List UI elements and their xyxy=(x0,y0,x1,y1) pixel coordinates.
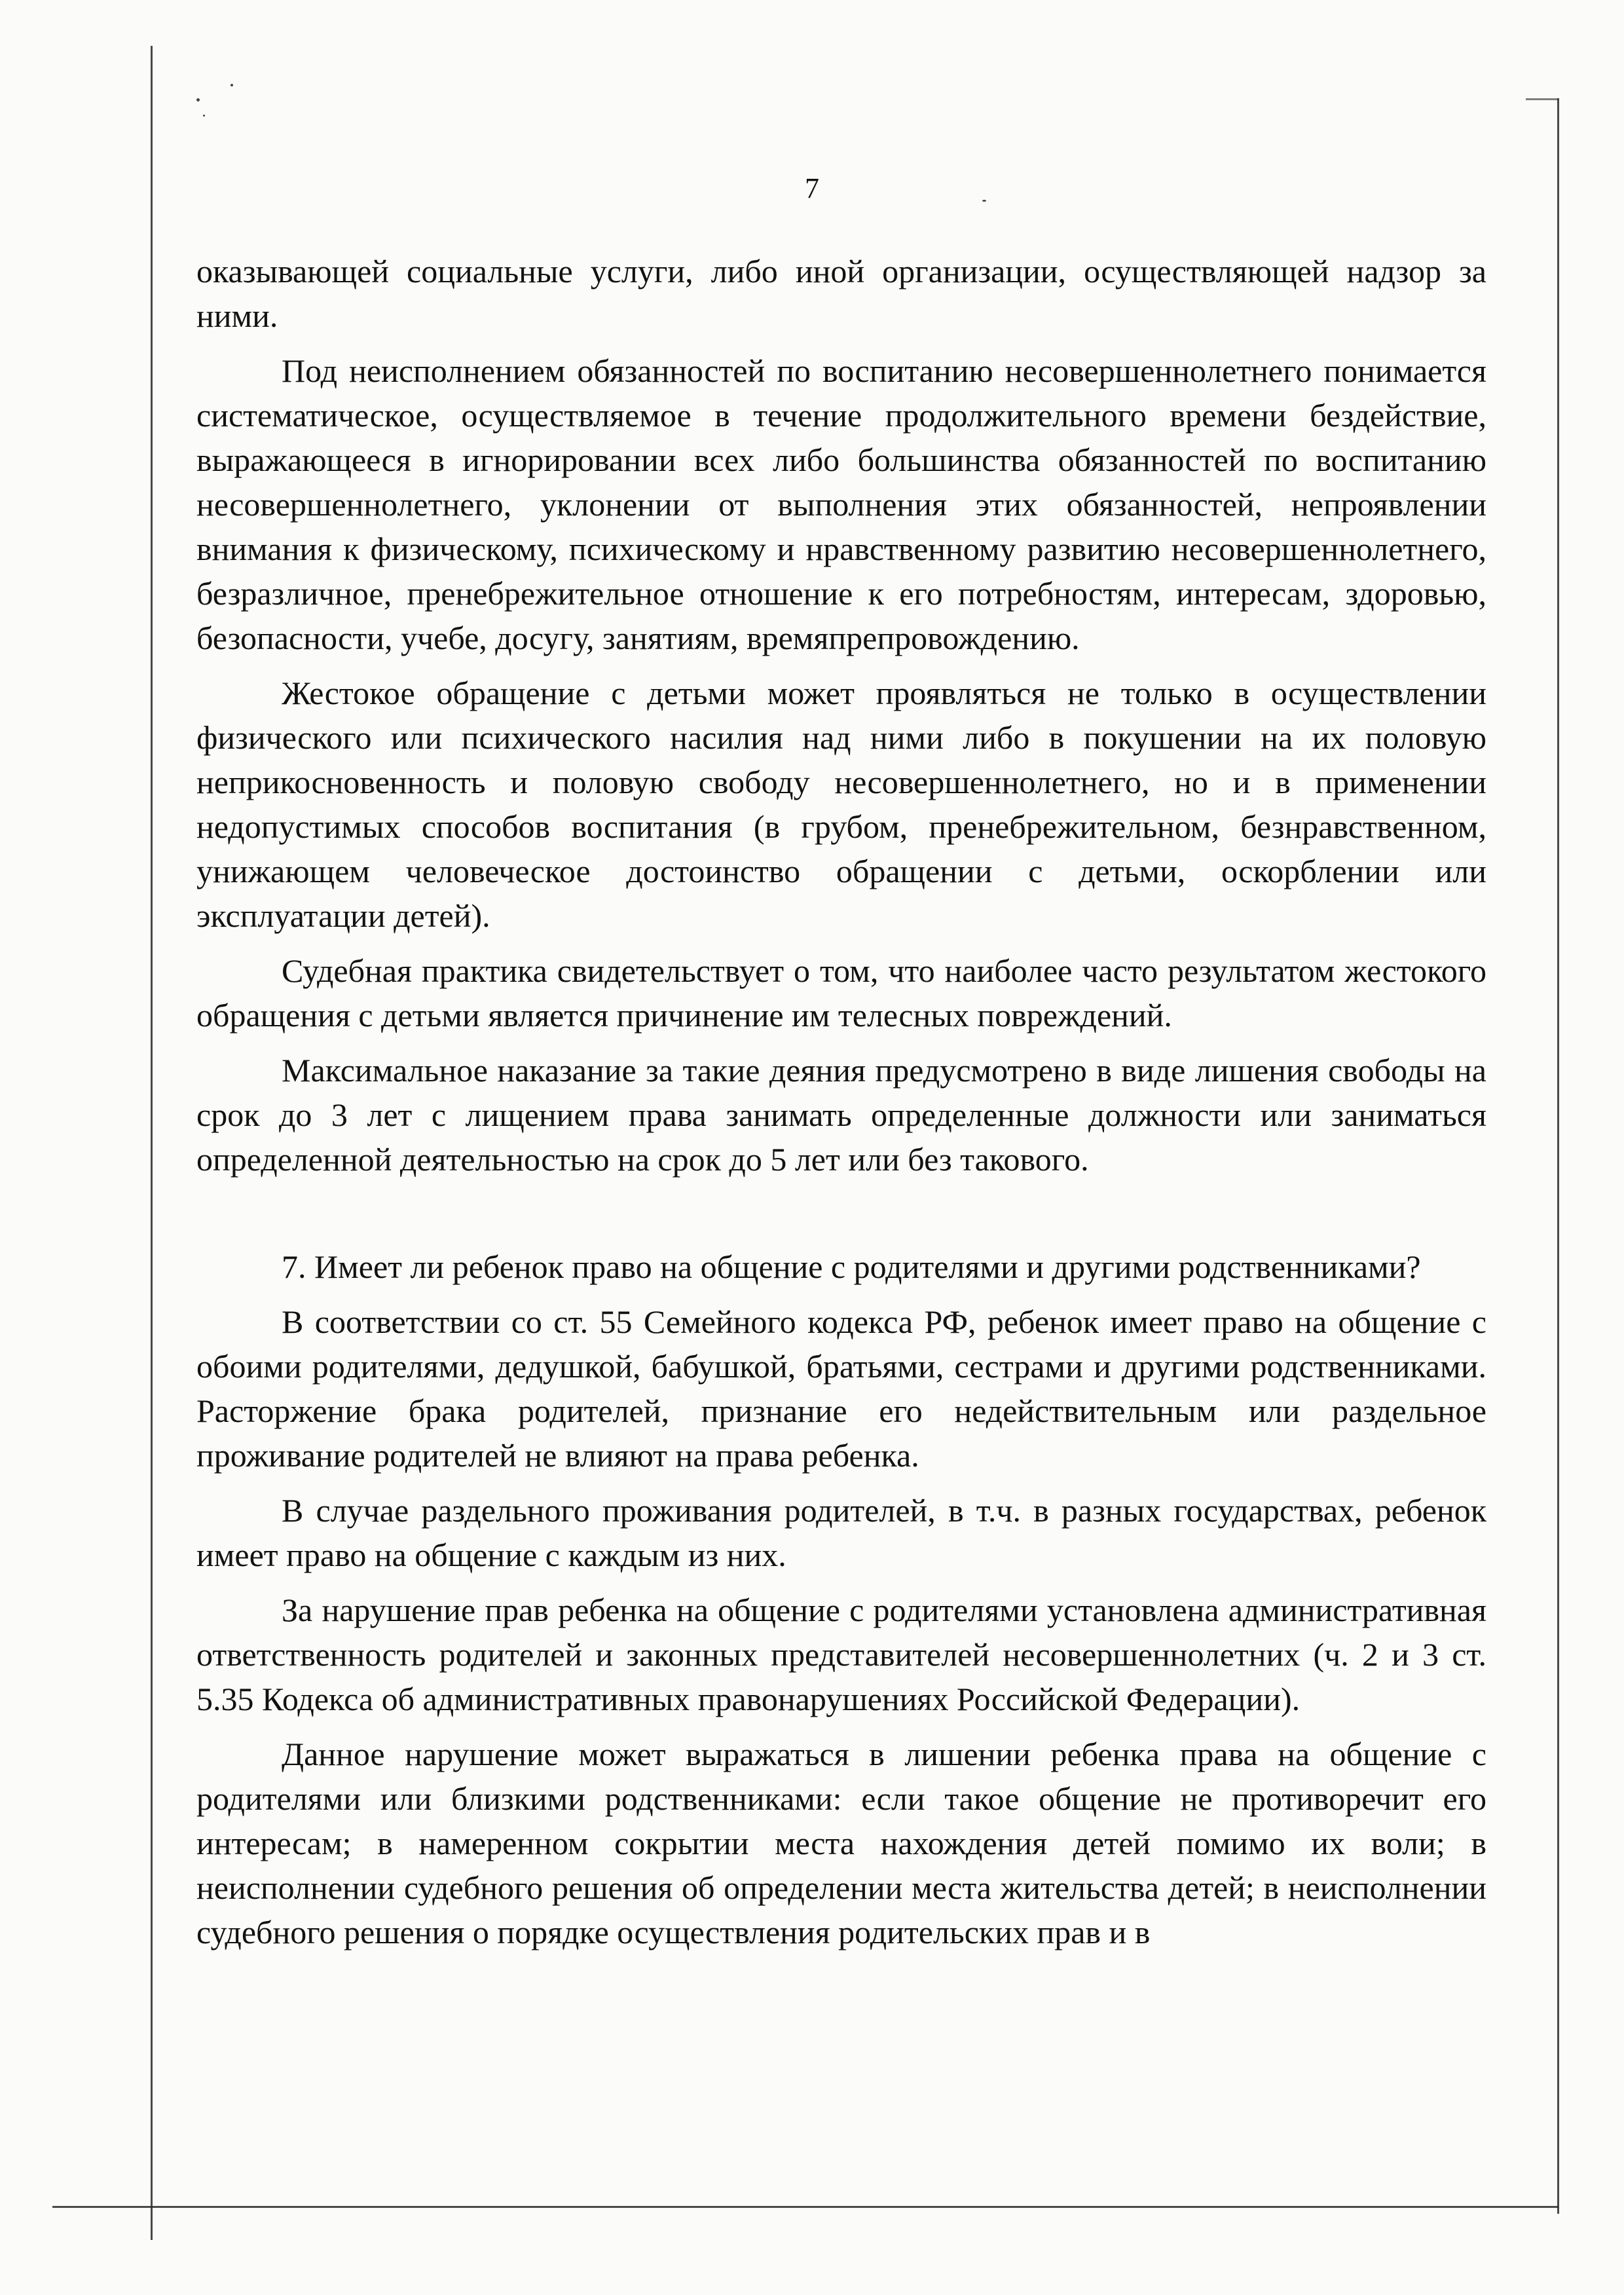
scan-speck xyxy=(231,84,233,86)
scan-bottom-border xyxy=(52,2206,1559,2208)
paragraph: Под неисполнением обязанностей по воспитанию несовершеннолетнего понимается систематическое, осуществляемое в течение продолжительного времени бездействие, выражающееся в игнорировании всех либо большинства обязанностей по воспитанию несовершеннолетнего, уклонении от выполнения этих обязанностей, непроявлении внимания к физическому, психическому и нравственному развитию несовершеннолетнего, безразличное, пренебрежительное отношение к его потребностям, интересам, здоровью, безопасности, учебе, досугу, занятиям, времяпрепровождению. xyxy=(196,352,1486,656)
document-body xyxy=(196,249,1486,1965)
paragraph: В соответствии со ст. 55 Семейного кодекса РФ, ребенок имеет право на общение с обоими родителями, дедушкой, бабушкой, братьями, сестрами и другими родственниками. Расторжение брака родителей, признание его недействительным или раздельное проживание родителей не влияют на права ребенка. xyxy=(196,1303,1486,1474)
paragraph: За нарушение прав ребенка на общение с родителями установлена административная ответственность родителей и законных представителей несовершеннолетних (ч. 2 и 3 ст. 5.35 Кодекса об административных правонарушениях Российской Федерации). xyxy=(196,1592,1486,1717)
section-heading: 7. Имеет ли ребенок право на общение с родителями и другими родственниками? xyxy=(282,1248,1421,1285)
paragraph: В случае раздельного проживания родителей, в т.ч. в разных государствах, ребенок имеет право на общение с каждым из них. xyxy=(196,1492,1486,1573)
paragraph: Максимальное наказание за такие деяния предусмотрено в виде лишения свободы на срок до 3 лет с лищением права занимать определенные должности или заниматься определенной деятельностью на срок до 5 лет или без такового. xyxy=(196,1052,1486,1178)
scan-speck xyxy=(196,98,200,102)
page-number: 7 xyxy=(805,172,819,204)
paragraph: оказывающей социальные услуги, либо иной организации, осуществляющей надзор за ними. xyxy=(196,253,1486,334)
paragraph: Судебная практика свидетельствует о том, что наиболее часто результатом жестокого обращения с детьми является причинение им телесных повреждений. xyxy=(196,952,1486,1034)
scan-left-border xyxy=(151,46,153,2240)
scan-corner-mark xyxy=(1526,98,1559,100)
scan-speck xyxy=(203,115,205,117)
scan-right-border xyxy=(1557,98,1559,2214)
paragraph: Жестокое обращение с детьми может проявляться не только в осуществлении физического или психического насилия над ними либо в покушении на их половую неприкосновенность и половую свободу несовершеннолетнего, но и в применении недопустимых способов воспитания (в грубом, пренебрежительном, безнравственном, унижающем человеческое достоинство обращении с детьми, оскорблении или эксплуатации детей). xyxy=(196,675,1486,934)
paragraph: Данное нарушение может выражаться в лишении ребенка права на общение с родителями или близкими родственниками: если такое общение не противоречит его интересам; в намеренном сокрытии места нахождения детей помимо их воли; в неисполнении судебного решения об определении места жительства детей; в неисполнении судебного решения о порядке осуществления родительских прав и в xyxy=(196,1736,1486,1950)
